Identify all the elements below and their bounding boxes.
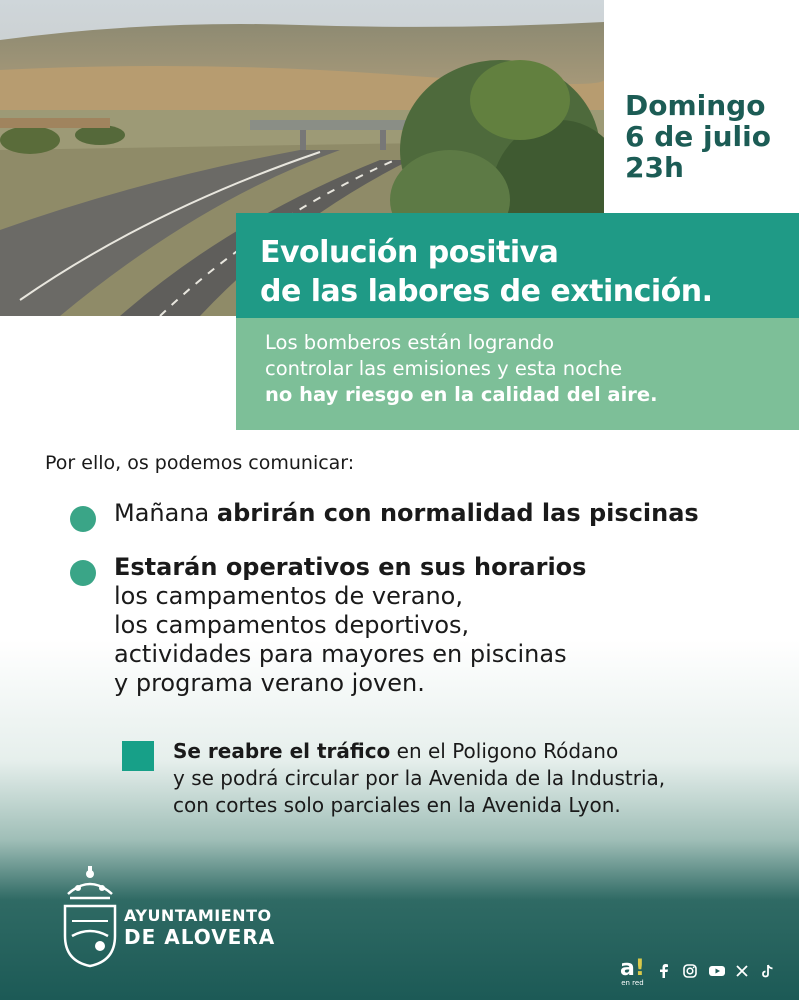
date-time: 23h — [625, 151, 684, 184]
traffic-notice — [173, 738, 665, 819]
headline-line-1: Evolución positiva — [260, 235, 559, 270]
bullet-dot-icon — [70, 560, 96, 586]
date-block — [625, 90, 771, 183]
list-item-pools-bold: abrirán con normalidad las piscinas — [216, 499, 699, 527]
subheadline-line-3: no hay riesgo en la calidad del aire. — [265, 383, 658, 406]
logo-line-1: AYUNTAMIENTO — [124, 906, 272, 925]
instagram-icon[interactable] — [683, 964, 697, 981]
municipality-logo-text — [124, 906, 275, 949]
date-month: 6 de julio — [625, 120, 771, 153]
intro-text: Por ello, os podemos comunicar: — [45, 452, 355, 474]
traffic-bold: Se reabre el tráfico — [173, 739, 391, 763]
logo-line-2: DE ALOVERA — [124, 925, 276, 949]
social-links — [620, 958, 775, 987]
list-item-activities-bold: Estarán operativos en sus horarios — [114, 553, 587, 581]
bullet-dot-icon — [70, 506, 96, 532]
en-red-logo-icon[interactable] — [620, 958, 645, 987]
traffic-rest: en el Poligono Ródano — [390, 739, 619, 763]
list-item-activities-line-3: actividades para mayores en piscinas — [114, 640, 567, 668]
list-item-activities — [114, 553, 586, 698]
headline-line-2: de las labores de extinción. — [260, 274, 713, 309]
subheadline-line-1: Los bomberos están logrando — [265, 331, 555, 354]
x-icon[interactable] — [735, 965, 749, 980]
subheadline-box — [236, 318, 799, 430]
tiktok-icon[interactable] — [761, 964, 775, 981]
facebook-icon[interactable] — [657, 964, 671, 981]
date-day: Domingo — [625, 89, 766, 122]
youtube-icon[interactable] — [709, 965, 723, 980]
list-item-pools-pre: Mañana — [114, 499, 217, 527]
subheadline-line-2: controlar las emisiones y esta noche — [265, 357, 623, 380]
brand-excl: ! — [634, 956, 645, 981]
list-item-activities-line-2: los campamentos deportivos, — [114, 611, 470, 639]
headline-box — [236, 213, 799, 318]
brand-sub: en red — [621, 979, 644, 987]
list-item-activities-line-4: y programa verano joven. — [114, 669, 425, 697]
list-item-activities-line-1: los campamentos de verano, — [114, 582, 463, 610]
traffic-line-2: y se podrá circular por la Avenida de la Industria, — [173, 766, 666, 790]
list-item-pools — [114, 499, 699, 528]
square-bullet-icon — [122, 741, 154, 771]
traffic-line-3: con cortes solo parciales en la Avenida Lyon. — [173, 793, 621, 817]
brand-mark: a — [620, 956, 635, 981]
coat-of-arms-icon — [60, 866, 120, 974]
